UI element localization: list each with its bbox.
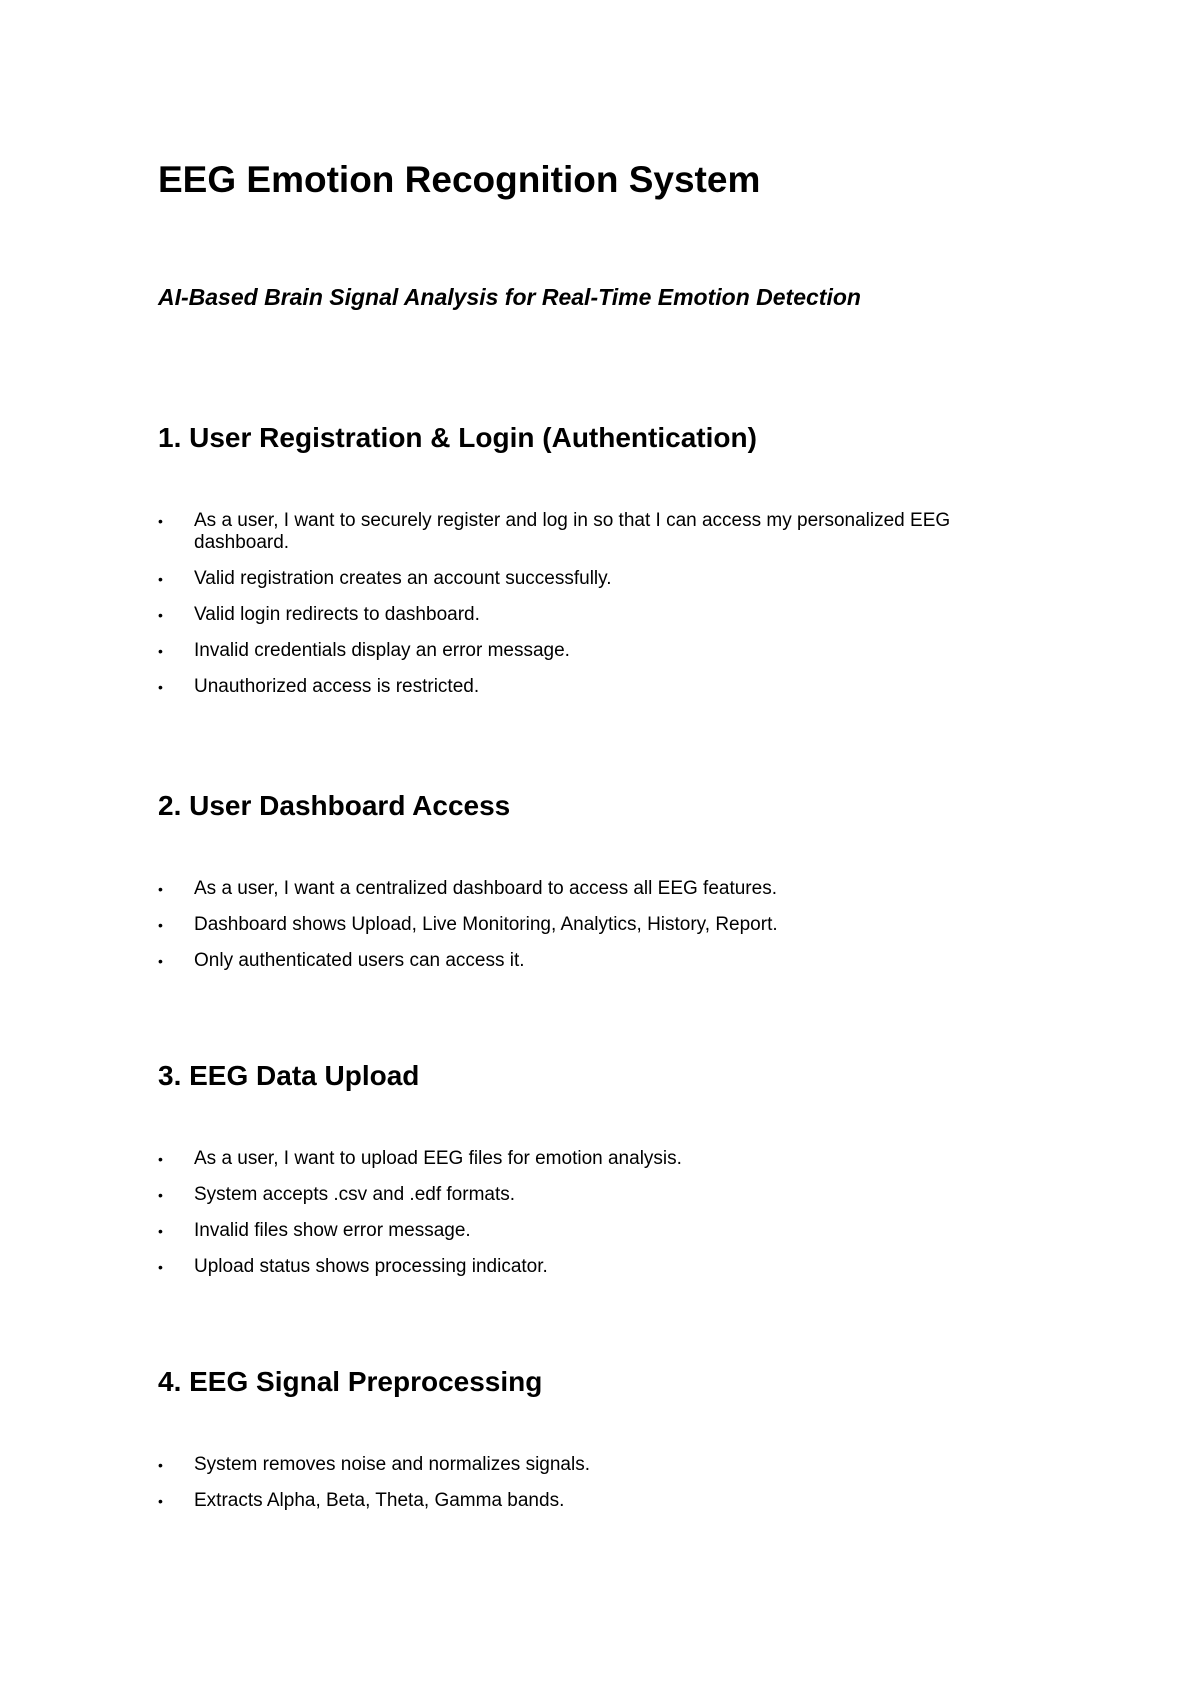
list-item [158,1148,1038,1170]
section-eeg-data-upload [158,1058,1038,1277]
list-item-text: Upload status shows processing indicator. [194,1256,548,1277]
document-subtitle: AI-Based Brain Signal Analysis for Real-Time Emotion Detection [158,284,861,310]
bullet-icon: • [158,953,163,969]
list-item-text: Invalid credentials display an error message. [194,640,570,661]
list-item-text: Only authenticated users can access it. [194,950,525,971]
bullet-list [158,1148,1038,1292]
section-dashboard-access [158,788,1038,971]
bullet-icon: • [158,643,163,659]
list-item [158,1184,1038,1206]
bullet-icon: • [158,1151,163,1167]
list-item-text: As a user, I want a centralized dashboard to access all EEG features. [194,878,777,899]
bullet-list [158,878,1038,986]
section-heading: 2. User Dashboard Access [158,790,511,821]
bullet-icon: • [158,607,163,623]
section-signal-preprocessing [158,1364,1038,1511]
list-item-text: Valid login redirects to dashboard. [194,604,480,625]
list-item-text: As a user, I want to upload EEG files for emotion analysis. [194,1148,682,1169]
bullet-icon: • [158,1493,163,1509]
section-heading: 1. User Registration & Login (Authentication) [158,422,757,453]
list-item [158,1220,1038,1242]
list-item [158,950,1038,972]
list-item-text: Unauthorized access is restricted. [194,676,480,697]
list-item-text: As a user, I want to securely register and log in so that I can access my personalized EEG dashboard. [194,510,951,553]
bullet-list [158,510,1038,712]
section-heading: 3. EEG Data Upload [158,1060,420,1091]
list-item [158,568,1038,590]
bullet-icon: • [158,1457,163,1473]
bullet-icon: • [158,881,163,897]
list-item-text: System removes noise and normalizes signals. [194,1454,591,1475]
list-item [158,676,1038,698]
document-title: EEG Emotion Recognition System [158,159,761,200]
list-item [158,604,1038,626]
list-item [158,914,1038,936]
bullet-icon: • [158,571,163,587]
bullet-icon: • [158,679,163,695]
bullet-icon: • [158,1223,163,1239]
bullet-icon: • [158,513,163,529]
list-item-text: Valid registration creates an account successfully. [194,568,612,589]
bullet-icon: • [158,1187,163,1203]
list-item [158,1256,1038,1278]
list-item [158,510,1038,554]
bullet-icon: • [158,1259,163,1275]
list-item-text: Dashboard shows Upload, Live Monitoring, Analytics, History, Report. [194,914,778,935]
section-authentication [158,420,1038,697]
list-item-text: Extracts Alpha, Beta, Theta, Gamma bands. [194,1490,565,1511]
list-item-text: Invalid files show error message. [194,1220,471,1241]
bullet-list [158,1454,1038,1526]
list-item [158,1490,1038,1512]
section-heading: 4. EEG Signal Preprocessing [158,1366,543,1397]
list-item [158,640,1038,662]
bullet-icon: • [158,917,163,933]
list-item [158,878,1038,900]
list-item-text: System accepts .csv and .edf formats. [194,1184,516,1205]
list-item [158,1454,1038,1476]
